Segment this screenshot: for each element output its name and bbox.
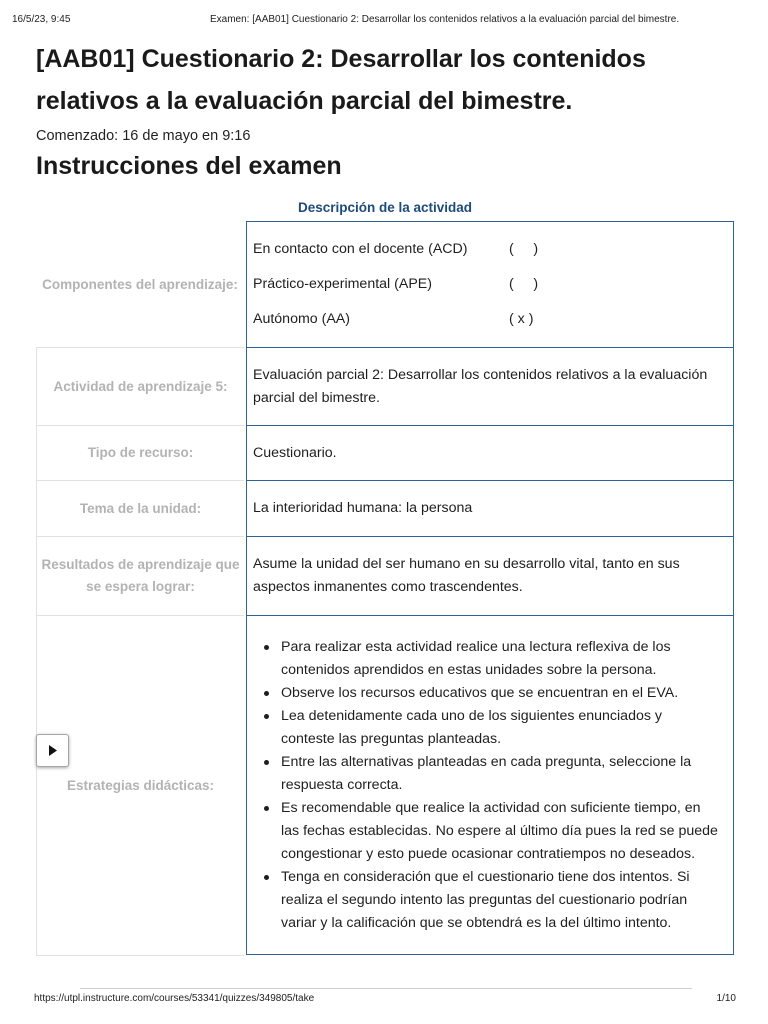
- learning-outcomes-value: [246, 536, 734, 615]
- learning-outcomes-label: Resultados de aprendizaje que se espera lograr:: [36, 536, 244, 615]
- component-item: [253, 267, 719, 302]
- component-mark: ( ): [509, 241, 539, 257]
- strategy-item: Para realizar esta actividad realice una lectura reflexiva de los contenidos aprendidos en estas unidades sobre la persona.: [281, 636, 719, 682]
- print-datetime: 16/5/23, 9:45: [12, 14, 71, 25]
- footer-url: https://utpl.instructure.com/courses/53341/quizzes/349805/take: [34, 993, 315, 1004]
- started-timestamp: Comenzado: 16 de mayo en 9:16: [36, 128, 251, 144]
- activity-label: Actividad de aprendizaje 5:: [36, 347, 244, 425]
- component-item: [253, 232, 719, 267]
- component-mark: ( ): [509, 276, 539, 292]
- component-name: En contacto con el docente (ACD): [253, 241, 468, 257]
- learning-outcomes-text: Asume la unidad del ser humano en su desarrollo vital, tanto en sus aspectos inmanentes como trascendentes.: [253, 556, 680, 595]
- component-name: Autónomo (AA): [253, 311, 350, 327]
- quiz-title: [AAB01] Cuestionario 2: Desarrollar los contenidos relativos a la evaluación parcial del bimestre.: [36, 45, 646, 115]
- footer-divider: [80, 988, 692, 989]
- component-mark: ( x ): [509, 311, 534, 327]
- resource-type-value: [246, 425, 734, 480]
- activity-text: Evaluación parcial 2: Desarrollar los contenidos relativos a la evaluación parcial del bimestre.: [253, 366, 708, 406]
- unit-topic-text: La interioridad humana: la persona: [253, 500, 473, 516]
- print-document-title: Examen: [AAB01] Cuestionario 2: Desarrollar los contenidos relativos a la evaluación parcial del bimestre.: [210, 14, 680, 25]
- component-item: [253, 302, 719, 337]
- footer-page-number: 1/10: [716, 993, 736, 1004]
- strategies-value: [246, 615, 734, 955]
- instructions-heading: Instrucciones del examen: [36, 152, 342, 180]
- components-value: [246, 221, 734, 347]
- strategy-item: Es recomendable que realice la actividad con suficiente tiempo, en las fechas establecidas. No espere al último día pues la red se puede congestionar y esto puede ocasionar contratiempos no deseados.: [281, 797, 719, 866]
- strategies-label: Estrategias didácticas:: [36, 615, 244, 955]
- resource-type-text: Cuestionario.: [253, 444, 337, 461]
- unit-topic-value: [246, 480, 734, 536]
- strategies-list: [253, 636, 719, 935]
- unit-topic-label: Tema de la unidad:: [36, 480, 244, 536]
- strategy-item: Lea detenidamente cada uno de los siguientes enunciados y conteste las preguntas planteadas.: [281, 705, 719, 751]
- resource-type-label: Tipo de recurso:: [36, 425, 244, 480]
- table-caption: Descripción de la actividad: [297, 200, 473, 215]
- components-label: Componentes del aprendizaje:: [42, 276, 238, 292]
- table-bottom-divider: [36, 955, 244, 956]
- activity-value: [246, 347, 734, 425]
- component-name: Práctico-experimental (APE): [253, 276, 432, 292]
- play-button[interactable]: [36, 734, 69, 767]
- strategy-item: Observe los recursos educativos que se encuentran en el EVA.: [281, 682, 719, 705]
- play-icon: [48, 745, 58, 756]
- strategy-item: Tenga en consideración que el cuestionario tiene dos intentos. Si realiza el segundo intento las preguntas del cuestionario podrían variar y la calificación que se obtendrá es la del último intento.: [281, 866, 719, 935]
- strategy-item: Entre las alternativas planteadas en cada pregunta, seleccione la respuesta correcta.: [281, 751, 719, 797]
